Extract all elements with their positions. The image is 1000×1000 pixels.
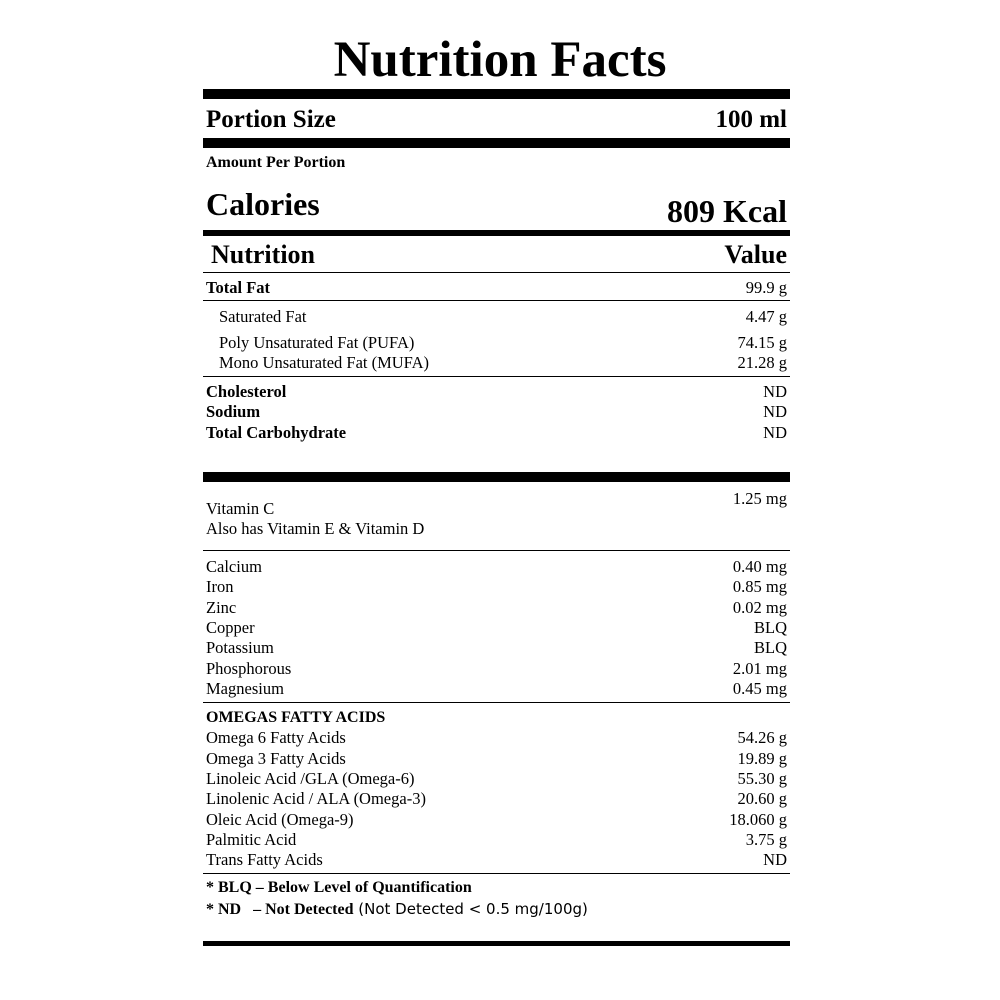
- row-label: Palmitic Acid: [206, 830, 297, 849]
- row-label: Zinc: [206, 598, 237, 617]
- portion-size-value: 100 ml: [715, 106, 787, 133]
- pufa-row: [219, 333, 787, 353]
- mineral-row: [206, 577, 787, 597]
- omegas-heading: OMEGAS FATTY ACIDS: [206, 709, 386, 726]
- row-label: Copper: [206, 618, 255, 637]
- row-label: Linolenic Acid / ALA (Omega-3): [206, 789, 426, 808]
- row-value: 4.47 g: [745, 307, 787, 326]
- thick-divider: [203, 472, 790, 482]
- row-value: 0.85 mg: [732, 577, 787, 596]
- row-value: 20.60 g: [737, 789, 787, 808]
- row-label: Trans Fatty Acids: [206, 850, 323, 869]
- row-value: 0.45 mg: [732, 679, 787, 698]
- row-label: Sodium: [206, 402, 261, 421]
- value-column-header: Value: [724, 240, 787, 269]
- footnote-nd-term: * ND – Not Detected: [206, 901, 354, 918]
- portion-size-row: [206, 104, 787, 136]
- omega-row: [206, 810, 787, 830]
- row-value: BLQ: [754, 618, 787, 637]
- thin-divider: [203, 550, 790, 551]
- row-label: Omega 6 Fatty Acids: [206, 728, 346, 747]
- row-label: Omega 3 Fatty Acids: [206, 749, 346, 768]
- page-title: Nutrition Facts: [333, 32, 667, 88]
- row-value: 0.02 mg: [732, 598, 787, 617]
- mineral-row: [206, 618, 787, 638]
- vitamin-note: Also has Vitamin E & Vitamin D: [206, 519, 425, 538]
- omega-row: [206, 850, 787, 870]
- sodium-row: [206, 402, 787, 422]
- row-value: ND: [763, 423, 787, 442]
- mineral-row: [206, 557, 787, 577]
- row-value: ND: [763, 402, 787, 421]
- portion-size-label: Portion Size: [206, 106, 336, 133]
- table-header: [206, 239, 787, 271]
- saturated-fat-row: [219, 307, 787, 327]
- omega-row: [206, 789, 787, 809]
- footnote-nd-detail: (Not Detected < 0.5 mg/100g): [353, 900, 588, 918]
- carbohydrate-row: [206, 423, 787, 443]
- thin-divider: [203, 873, 790, 874]
- row-label: Total Carbohydrate: [206, 423, 347, 442]
- row-value: 3.75 g: [745, 830, 787, 849]
- row-value: 19.89 g: [737, 749, 787, 768]
- thin-divider: [203, 300, 790, 301]
- row-value: 18.060 g: [729, 810, 787, 829]
- nutrition-column-header: Nutrition: [211, 240, 315, 269]
- row-label: Poly Unsaturated Fat (PUFA): [219, 333, 415, 352]
- vitamin-c-value: 1.25 mg: [732, 489, 787, 508]
- row-label: Magnesium: [206, 679, 284, 698]
- mineral-row: [206, 598, 787, 618]
- row-label: Oleic Acid (Omega-9): [206, 810, 354, 829]
- calories-value: 809 Kcal: [667, 193, 787, 229]
- omega-row: [206, 749, 787, 769]
- row-label: Total Fat: [206, 278, 271, 297]
- row-value: ND: [763, 382, 787, 401]
- cholesterol-row: [206, 382, 787, 402]
- thin-divider: [203, 702, 790, 703]
- mineral-row: [206, 659, 787, 679]
- row-label: Phosphorous: [206, 659, 292, 678]
- thick-divider: [203, 138, 790, 148]
- row-value: 2.01 mg: [732, 659, 787, 678]
- row-value: 55.30 g: [737, 769, 787, 788]
- row-value: 0.40 mg: [732, 557, 787, 576]
- footnote-nd: [206, 899, 588, 920]
- medium-divider: [203, 230, 790, 236]
- row-label: Cholesterol: [206, 382, 287, 401]
- calories-label: Calories: [206, 186, 320, 222]
- vitamin-c-label: Vitamin C: [206, 499, 275, 518]
- row-label: Linoleic Acid /GLA (Omega-6): [206, 769, 415, 788]
- row-label: Saturated Fat: [219, 307, 307, 326]
- row-value: 54.26 g: [737, 728, 787, 747]
- row-label: Mono Unsaturated Fat (MUFA): [219, 353, 430, 372]
- row-value: BLQ: [754, 638, 787, 657]
- total-fat-row: [206, 278, 787, 298]
- mineral-row: [206, 679, 787, 699]
- thin-divider: [203, 376, 790, 377]
- row-label: Iron: [206, 577, 234, 596]
- omega-row: [206, 830, 787, 850]
- row-value: 21.28 g: [737, 353, 787, 372]
- mufa-row: [219, 353, 787, 373]
- row-value: ND: [763, 850, 787, 869]
- footnote-blq: * BLQ – Below Level of Quantification: [206, 879, 472, 896]
- row-value: 74.15 g: [737, 333, 787, 352]
- row-label: Calcium: [206, 557, 262, 576]
- omega-row: [206, 769, 787, 789]
- amount-per-portion: Amount Per Portion: [206, 154, 346, 171]
- row-value: 99.9 g: [745, 278, 787, 297]
- row-label: Potassium: [206, 638, 274, 657]
- thick-divider: [203, 89, 790, 99]
- bottom-divider: [203, 941, 790, 946]
- mineral-row: [206, 638, 787, 658]
- thin-divider: [203, 272, 790, 273]
- omega-row: [206, 728, 787, 748]
